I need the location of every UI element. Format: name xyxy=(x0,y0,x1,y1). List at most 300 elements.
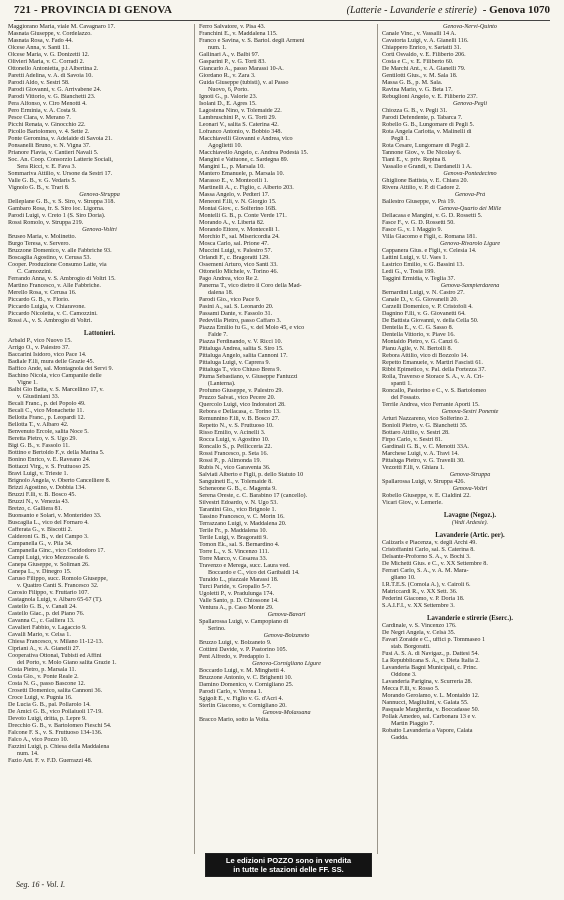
directory-entry: Montai Giov., c. Solferino 16B. xyxy=(199,206,277,212)
directory-entry: Rossi Romolo, v. Struppa 219. xyxy=(8,220,84,226)
directory-entry: Bachino Nicola, vico Campanile delle xyxy=(8,373,102,379)
directory-entry: Valle G. B., v. G. Vedaris 5. xyxy=(8,178,77,184)
directory-entry: Delsante-Proforno S. A., v. Bochi 3. xyxy=(382,554,471,560)
category-heading: Lattonieri. xyxy=(83,330,116,337)
entry-continuation: gliano 10. xyxy=(391,575,416,581)
directory-entry: Quercolo Luigi, vico Indoratori 28. xyxy=(199,402,286,408)
directory-entry: Bravi Luigi, v. Trieste 1. xyxy=(8,471,69,477)
directory-entry: Costa N. G., passo Bascone 12. xyxy=(8,681,86,687)
directory-entry: Lambruschini P., v. G. Torti 29. xyxy=(199,115,277,121)
directory-entry: Mantero Emanuele, p. Marsala 10. xyxy=(199,171,285,177)
directory-entry: Muccini Luigi, v. Palestro 57. xyxy=(199,248,273,254)
locality-heading: Genova-Pegli xyxy=(452,101,488,107)
directory-entry: Badiale F.lli, mura delle Grazie 45. xyxy=(8,359,95,365)
page-title: 721 - PROVINCIA DI GENOVA xyxy=(14,4,173,16)
directory-entry: Franchini E., v. Maddalena 115. xyxy=(199,31,278,37)
directory-entry: Pesce Clara, v. Merano 7. xyxy=(8,115,71,121)
entry-continuation: Vigne 1. xyxy=(17,380,38,386)
category-heading: Lavanderie e stirerie (Eserc.). xyxy=(426,615,513,622)
entry-continuation: Gadda. xyxy=(391,735,409,741)
locality-heading: Genova-Voltri xyxy=(82,227,117,233)
directory-entry: Montaldo Pietro, v. G. Canzi 6. xyxy=(382,339,459,345)
directory-entry: Lattini Luigi, v. U. Vaes 1. xyxy=(382,255,448,261)
directory-entry: Buonsanto e Solari, v. Monterideo 33. xyxy=(8,513,102,519)
directory-entry: Pago Andrea, vico Re 2. xyxy=(199,276,259,282)
directory-entry: Olcese Anna, v. Santi 11. xyxy=(8,45,70,51)
directory-entry: Vicari Giov., v. Lemerle. xyxy=(382,500,443,506)
directory-entry: Morando A., v. Libertà 82. xyxy=(199,220,265,226)
directory-entry: Parodi Luigi, v. Creto 1 (S. Siro Doria). xyxy=(8,213,106,219)
directory-entry: Massa Angelo, v. Pedteri 17. xyxy=(199,192,270,198)
directory-entry: Roncallo S., p. Pellicceria 22. xyxy=(199,444,272,450)
locality-heading: Genova-Sestri Ponente xyxy=(441,409,499,415)
locality-heading: Genova-Molassana xyxy=(262,710,311,716)
directory-entry: Meneoni F.lli, v. N. Giorgio 15. xyxy=(199,199,277,205)
directory-entry: Bruzzi F.lli, v. B. Bosco 45. xyxy=(8,492,77,498)
directory-entry: Chiesa Francesco, v. Milano 11-12-13. xyxy=(8,639,104,645)
entry-continuation: Sera Ricci, v. E. Fava 3. xyxy=(17,164,77,170)
entry-continuation: Agoglietti 10. xyxy=(208,143,243,149)
directory-entry: Serena Oreste, c. C. Barabino 17 (cancello). xyxy=(199,493,308,499)
directory-entry: Devoto Luigi, dritta, p. Lepre 9. xyxy=(8,716,87,722)
directory-entry: De Lucia G. B., pal. Pollarolo 14. xyxy=(8,702,91,708)
directory-entry: Gentilotti Gius., v. M. Sala 18. xyxy=(382,73,458,79)
directory-entry: Costa Gio., v. Ponte Reale 2. xyxy=(8,674,79,680)
directory-entry: Lagostena Nino, v. Tolemaide 22. xyxy=(199,108,282,114)
directory-entry: Lastrico Emilio, v. G. Bassini 13. xyxy=(382,262,464,268)
directory-entry: Montelli G. B., p. Conte Verde 171. xyxy=(199,213,287,219)
directory-entry: Robello G. B., Lungomare di Pegli 5. xyxy=(382,122,475,128)
directory-entry: Ventura A., p. Caso Monte 29. xyxy=(199,605,274,611)
directory-entry: Costa Pietro, p. Marsala 11. xyxy=(8,667,77,673)
directory-entry: Travenzo e Merega, succ. Laura ved. xyxy=(199,563,290,569)
directory-entry: Macchiavelli Giovanni e Andrea, vico xyxy=(199,136,293,142)
entry-continuation: num. 14. xyxy=(17,751,39,757)
directory-entry: Vignolo G. B., v. Trari 8. xyxy=(8,185,70,191)
entry-continuation: Oddone 3. xyxy=(391,672,417,678)
directory-entry: Franco e Savina, v. S. Bartol. degli Armeni xyxy=(199,38,305,44)
directory-entry: Mecca F.lli, v. Rosso 5. xyxy=(382,686,440,692)
directory-entry: Prianore Flavia, v. Cantieri Navali 5. xyxy=(8,150,99,156)
directory-entry: Delleplane G. B., v. S. Siro, v. Struppa 318. xyxy=(8,199,115,205)
directory-entry: Risso Emilio, v. Acinelli 3. xyxy=(199,430,266,436)
directory-entry: Castello G. B., v. Canali 24. xyxy=(8,604,77,610)
directory-entry: Vezzetti F.lli, v. Ghiara 1. xyxy=(382,465,445,471)
directory-entry: Spallarossa Luigi, v. Struppa 426. xyxy=(382,479,466,485)
directory-entry: Passami Dante, v. Fassolo 31. xyxy=(199,311,273,317)
directory-entry: Piccardo Nicoletta, v. C. Camozzini. xyxy=(8,311,98,317)
directory-entry: Bigi G. B., v. Fassolo 11. xyxy=(8,443,70,449)
directory-entry: Martinelli A., c. Figlio, c. Alberto 203. xyxy=(199,185,294,191)
directory-entry: Boscaglia Agostino, v. Cerusa 53. xyxy=(8,255,92,261)
directory-entry: Firpo Carlo, v. Sestri 81. xyxy=(382,437,443,443)
directory-entry: Olcese Maria, v. G. Donizetti 12. xyxy=(8,52,90,58)
locality-heading: Genova-Pontedecimo xyxy=(443,171,497,177)
directory-entry: Canale D., v. G. Giovanelli 20. xyxy=(382,297,459,303)
entry-continuation: v. Giustiniani 33. xyxy=(17,394,60,400)
directory-entry: Gambaro Rosa, fr. S. Siro loc. Ligorna. xyxy=(8,206,105,212)
directory-entry: Croce Luigi, v. Pugnia 16. xyxy=(8,695,73,701)
directory-entry: Bruseo Maria, v. Molinetto. xyxy=(8,234,77,240)
directory-entry: Ferrari Carlo, S. A., v. A. M. Mara- xyxy=(382,568,469,574)
advertisement-box xyxy=(205,853,372,877)
directory-entry: Roncallo, Pastorino e C., v. S. Bartolomeo xyxy=(382,388,487,394)
directory-entry: Buscaglia L., vico del Fornaro 4. xyxy=(8,520,89,526)
directory-entry: Paretti Adelina, v. A. di Savoia 10. xyxy=(8,73,93,79)
directory-entry: Pedevilla Pietro, passo Caffaro 3. xyxy=(199,318,282,324)
directory-entry: Robatto Lavanderia a Vapore, Calata xyxy=(382,728,473,734)
directory-entry: Ghiglione Battista, v. E. Chiara 20. xyxy=(382,178,469,184)
column-right xyxy=(382,24,558,880)
directory-entry: Bottaro Attilio, v. Sestri 28. xyxy=(382,430,450,436)
directory-entry: Spallarossa Luigi, v. Campopiano di xyxy=(199,619,289,625)
directory-entry: Villa Giacomo e Figli, c. Romana 181. xyxy=(382,234,477,240)
spacer xyxy=(382,610,558,614)
directory-entry: Parodi Giovanni, v. G. Arrivabene 24. xyxy=(8,87,102,93)
directory-entry: Rivera Attilio, v. P. di Cadore 2. xyxy=(382,185,461,191)
directory-entry: Repetto Emanuele, v. Martiri Fascisti 61. xyxy=(382,360,483,366)
directory-entry: Bruzzone Domenico, v. alle Fabbriche 93. xyxy=(8,248,112,254)
directory-entry: Rota Angela Carlotta, v. Malinelli di xyxy=(382,129,472,135)
directory-entry: Parodi Carlo, v. Verona 1. xyxy=(199,689,263,695)
directory-entry: Gasparini P., v. G. Torti 83. xyxy=(199,59,266,65)
directory-entry: De Negri Angela, v. Celsà 35. xyxy=(382,630,456,636)
directory-entry: Ferrando Anna, v. S. Ambrogio di Voltri 15. xyxy=(8,276,116,282)
directory-entry: Parodi Defendente, p. Tabarca 7. xyxy=(382,115,463,121)
directory-entry: Pasquale Margherita, v. Boccadasse 50. xyxy=(382,707,480,713)
directory-entry: Rubis N., vico Garaventa 36. xyxy=(199,465,271,471)
entry-continuation: Martin Piaggio 7. xyxy=(391,721,435,727)
directory-entry: Becali C., vico Monachette 11. xyxy=(8,408,84,414)
directory-entry: Parodi Aldo, v. Sestri 58. xyxy=(8,80,70,86)
locality-heading: Genova-Bavari xyxy=(267,612,306,618)
directory-entry: Ponsanelli Bruno, v. N. Vigna 37. xyxy=(8,143,91,149)
directory-entry: Castello Giac., p. del Piano 76. xyxy=(8,611,85,617)
directory-entry: Panerna T., vico dietro il Coro della Mad- xyxy=(199,283,302,289)
directory-entry: Baffico Ande, sal. Montagnola dei Servi 9. xyxy=(8,366,114,372)
directory-entry: Pianu Agile, v. N. Bertolli 8. xyxy=(382,346,453,352)
directory-entry: Soc. An. Coop. Consorzio Latterie Sociali, xyxy=(8,157,113,163)
directory-entry: Tomon Ek., sal. S. Bernardino 4. xyxy=(199,542,280,548)
directory-entry: Favari Zoraide e C., uffici p. Tommaseo 1 xyxy=(382,637,486,643)
directory-entry: Mosca Carlo, sal. Prione 47. xyxy=(199,241,269,247)
directory-entry: De Amici G. B., vico Pollaiuoli 17-19. xyxy=(8,709,103,715)
directory-entry: Ponte Geromina, v. Adelaide di Savoia 21. xyxy=(8,136,113,142)
directory-entry: Falcone F. S., v. S. Fruttuoso 134-136. xyxy=(8,730,103,736)
directory-entry: Cipriani A., v. A. Gianelli 27. xyxy=(8,646,81,652)
category-heading: Lavanderie (Artic. per). xyxy=(435,532,505,539)
directory-entry: Lavanderia Parigina, v. Scurreria 28. xyxy=(382,679,473,685)
directory-entry: Bellotta T., v. Albaro 42. xyxy=(8,422,69,428)
directory-entry: Matriccardi R., v. XX Sett. 36. xyxy=(382,589,458,595)
locality-heading: Genova-Sampierdarena xyxy=(440,283,500,289)
directory-entry: Ottonello Antonietta, p.t Albertina 2. xyxy=(8,66,99,72)
directory-entry: Castagnola Luigi, v. Albaro 65-67 (T). xyxy=(8,597,103,603)
directory-entry: Merello Rosa, v. Cerusa 16. xyxy=(8,290,77,296)
directory-entry: Damino Domenico, v. Cornigliano 25. xyxy=(199,682,294,688)
advertisement-line: in tutte le stazioni delle FF. SS. xyxy=(233,865,344,874)
directory-entry: Drecchio G. B., v. Bartolomeo Fieschi 54. xyxy=(8,723,112,729)
directory-entry: Morando Gerolamo, v. L. Montaldo 12. xyxy=(382,693,480,699)
directory-entry: Isolani D., E. Agres 15. xyxy=(199,101,257,107)
locality-heading: Genova-Struppa xyxy=(449,472,491,478)
directory-entry: Tarantini Gio., vico Brignole 1. xyxy=(199,507,277,513)
directory-entry: Parodi Gio., vico Pace 9. xyxy=(199,297,261,303)
directory-entry: Bottino e Bertoldo F.,v. della Marina 5. xyxy=(8,450,105,456)
directory-entry: Cavanna C., c. Galliera 13. xyxy=(8,618,75,624)
entry-continuation: Falde 7. xyxy=(208,332,228,338)
directory-entry: Mangini e Vattuone, c. Sardegna 89. xyxy=(199,157,289,163)
directory-entry: Cottimi Davide, v. P. Pastorino 105. xyxy=(199,647,288,653)
directory-entry: Canepa L., v. Dinegro 15. xyxy=(8,569,72,575)
locality-heading: Genova-Rivarolo Ligure xyxy=(439,241,501,247)
directory-entry: Picchi Renata, v. Ginocchio 22. xyxy=(8,122,86,128)
directory-entry: Cooperativa Ottonai, Tubisti ed Affini xyxy=(8,653,102,659)
directory-entry: Falco A., vico Pozzo 10. xyxy=(8,737,69,743)
directory-entry: Terile Luigi, v. Bragoratti 9. xyxy=(199,535,268,541)
directory-entry: Fazzini Luigi, p. Chiesa della Maddalena xyxy=(8,744,110,750)
directory-entry: Martino Francesco, v. Alle Fabbriche. xyxy=(8,283,101,289)
cross-reference: (Vedi Ardesie). xyxy=(451,520,489,526)
directory-entry: Piuma Sebastiano, v. Giuseppe Fantuzzi xyxy=(199,374,298,380)
directory-entry: Terrazzano Luigi, v. Maddalena 20. xyxy=(199,521,287,527)
entry-continuation: Pegli 1. xyxy=(391,136,410,142)
directory-entry: Morando Ettore, v. Montecelli 1. xyxy=(199,227,280,233)
directory-entry: Baccarini Isidoro, vico Pace 14. xyxy=(8,352,87,358)
column-middle xyxy=(199,24,374,880)
directory-entry: Picollo Bartolomeo, v. 4. Sette 2. xyxy=(8,129,90,135)
directory-entry: Lavanderia Bagni Municipali, c. Princ. xyxy=(382,665,478,671)
entry-continuation: C. Camozzini. xyxy=(17,269,53,275)
entry-continuation: del Porto, v. Molo Giano salita Grazie 1. xyxy=(17,660,117,666)
entry-continuation: Nuovo, 6, Porto. xyxy=(208,87,249,93)
directory-entry: La Repubblicana S. A., v. Dieta Italia 2. xyxy=(382,658,480,664)
directory-entry: Calizarls e Piacenza, v. degli Archi 49. xyxy=(382,540,477,546)
directory-entry: Pent Alfredo, v. Predappio 1. xyxy=(199,654,271,660)
directory-entry: Olivieri Maria, v. C. Corradi 2. xyxy=(8,59,85,65)
directory-entry: Ballestro Giuseppe, v. Prà 19. xyxy=(382,199,456,205)
directory-entry: Becali Franc., p. del Popolo 49. xyxy=(8,401,86,407)
directory-entry: S.A.I.F.I., v. XX Settembre 3. xyxy=(382,603,455,609)
directory-entry: Cooper. Produzione Consumo Latte, via xyxy=(8,262,107,268)
directory-entry: Corti Osvaldo, v. E. Filiberto 206. xyxy=(382,52,466,58)
directory-entry: Giordano R., v. Zara 3. xyxy=(199,73,256,79)
directory-entry: Sgigolt E., v. Figlio v. G. d'Acri 4. xyxy=(199,696,284,702)
directory-entry: Bonioli Pietro, v. G. Bianchetti 35. xyxy=(382,423,468,429)
directory-entry: Bellotta Franc., p. Leopardi 12. xyxy=(8,415,86,421)
directory-entry: Bruzzi N., v. Venezia 43. xyxy=(8,499,70,505)
directory-entry: Lofranco Antonio, v. Bobbio 348. xyxy=(199,129,283,135)
directory-entry: Crosetti Domenico, salita Cannoni 36. xyxy=(8,688,103,694)
directory-entry: Bernardini Luigi, v. N. Castro 27. xyxy=(382,290,465,296)
directory-entry: Piccardo G. B., v. Florio. xyxy=(8,297,70,303)
locality-heading: Genova-Nervi-Quinto xyxy=(443,24,497,30)
locality-heading: Genova-Bolzaneto xyxy=(263,633,310,639)
directory-entry: Sommariva Attilio, v. Ursone da Sestri 17. xyxy=(8,171,113,177)
directory-entry: Canepa Giuseppe, v. Soliman 26. xyxy=(8,562,90,568)
directory-entry: Rolla, Traverso e Storace S. A., v. A. Cri- xyxy=(382,374,484,380)
directory-entry: Ugoletti P., v. Pradulunga 174. xyxy=(199,591,274,597)
directory-entry: Carzelli Domenico, v. P. Cristofoli 4. xyxy=(382,304,473,310)
directory-entry: Taggini Ermidia, v. Teglia 37. xyxy=(382,276,456,282)
directory-entry: Boccardo Luigi, v. M. Minghetti 4. xyxy=(199,668,286,674)
directory-entry: Morchio F., sal. Misericordia 24. xyxy=(199,234,280,240)
directory-entry: Rebuglioni Angelo, v. E. Filiberto 237. xyxy=(382,94,478,100)
directory-entry: Vassallo e Grandi, v. Dardanelli 1 A. xyxy=(382,164,472,170)
directory-entry: Fazio Ant. F. v. F.D. Guerrazzi 48. xyxy=(8,758,93,764)
directory-entry: Orlandi F., c. Bragoratti 129. xyxy=(199,255,270,261)
directory-entry: Balbi Gio Batta, v. S. Marcellino 17, v. xyxy=(8,387,104,393)
directory-entry: Ledi G., v. Tosia 199. xyxy=(382,269,435,275)
directory-entry: Bonino Enrico, v. E. Raveano 24. xyxy=(8,457,91,463)
directory-entry: Repetto N., v. S. Fruttuoso 10. xyxy=(199,423,274,429)
directory-entry: Turci Paride, v. Gropallo 5-7. xyxy=(199,584,272,590)
directory-entry: Maggiorano Maria, viale M. Cavagnaro 17. xyxy=(8,24,116,30)
directory-entry: Costa e C., v. E. Filiberto 60. xyxy=(382,59,454,65)
category-heading: Lavagne (Negoz.). xyxy=(443,512,497,519)
directory-entry: Sanguineti E., v. Tolemaide 8. xyxy=(199,479,273,485)
directory-entry: Ferro Salvatore, v. Pisa 43. xyxy=(199,24,266,30)
directory-entry: Cafferata G., v. Biscotti 2. xyxy=(8,527,73,533)
directory-entry: Ossemeni Arturo, vico Santi 33. xyxy=(199,262,278,268)
entry-continuation: v. Quattro Canti S. Francesco 32. xyxy=(17,583,99,589)
directory-entry: Marasso E., v. Montecelli 1. xyxy=(199,178,269,184)
directory-entry: Terrile Andrea, vico Ferrante Aporti 15. xyxy=(382,402,480,408)
entry-continuation: Serino. xyxy=(208,626,226,632)
directory-entry: Pasini A., sal. S. Leonardo 20. xyxy=(199,304,274,310)
locality-heading: Genova-Quarto dei Mille xyxy=(438,206,502,212)
directory-entry: Marchese Luigi, v. A. Travi 14. xyxy=(382,451,459,457)
directory-entry: Canale Vinc., v. Vassalli 14 A. xyxy=(382,31,457,37)
column-left xyxy=(8,24,191,880)
directory-entry: Arbald P., vico Nuovo 15. xyxy=(8,338,72,344)
entry-continuation: spanti 1. xyxy=(391,381,412,387)
locality-heading: Genova-Voltri xyxy=(452,486,488,492)
entry-continuation: Boccardo e C., vico dei Garibaldi 14. xyxy=(208,570,300,576)
directory-entry: Campanella Ginc., vico Coridodoro 17. xyxy=(8,548,106,554)
directory-entry: Nannucci, Magliulini, v. Galata 55. xyxy=(382,700,469,706)
directory-entry: Tassino Francesco, v. C. Morin 16. xyxy=(199,514,285,520)
directory-entry: Cavalli Mario, v. Celsa 1. xyxy=(8,632,71,638)
directory-entry: Bruzzone Antonio, v. C. Brighenti 10. xyxy=(199,675,293,681)
directory-entry: Arrigo O., v. Palestro 37. xyxy=(8,345,70,351)
directory-entry: Pollak Amedeo, sal. Carbonara 13 e v. xyxy=(382,714,476,720)
column-divider xyxy=(194,24,195,854)
directory-entry: Piccardo Luigia, v. Chiaravone. xyxy=(8,304,86,310)
directory-entry: Ignoti G., p. Valorie 23. xyxy=(199,94,258,100)
locality-heading: Genova-Prà xyxy=(454,192,486,198)
directory-entry: Leonari V., salita S. Caterina 42. xyxy=(199,122,279,128)
directory-entry: Cappanera Gius. e Figli, v. Celesia 14. xyxy=(382,248,477,254)
directory-entry: Profumo Giuseppe, v. Palestro 29. xyxy=(199,388,284,394)
directory-entry: Bretzo, c. Galliera 81. xyxy=(8,506,63,512)
directory-entry: Dentella Vittorio, v. Piave 16. xyxy=(382,332,455,338)
locality-heading: Genova-Struppa xyxy=(79,192,120,198)
directory-entry: Brignolo Angela, v. Oberto Cancelliere 8. xyxy=(8,478,111,484)
directory-entry: Gallinari A., v. Balbi 97. xyxy=(199,52,260,58)
directory-entry: Pera Alfonso, v. Ciro Menotti 4. xyxy=(8,101,87,107)
directory-entry: Dagnino F.lli, v. G. Giovanetti 64. xyxy=(382,311,466,317)
directory-entry: Pittaluga Pietro, v. G. Travelli 30. xyxy=(382,458,465,464)
directory-entry: Terile Fr., p. Maddalena 10. xyxy=(199,528,268,534)
directory-entry: Arturi Nazzareno, vico Solferino 2. xyxy=(382,416,469,422)
directory-entry: Pittaluga Angelo, salita Cannoni 17. xyxy=(199,353,288,359)
directory-entry: Salviati Alberto e Figli, p. dello Statuto 10 xyxy=(199,472,304,478)
directory-entry: Beretta Pietro, v. S. Ugo 29. xyxy=(8,436,78,442)
directory-entry: Giancarlo A., passo Marassi 10-A. xyxy=(199,66,284,72)
directory-entry: Rebora e Dellacasa, c. Torino 13. xyxy=(199,409,281,415)
printer-signature: Seg. 16 - Vol. I. xyxy=(16,880,66,889)
directory-entry: Pero Erminia, v. A. Costa 9. xyxy=(8,108,77,114)
directory-entry: Pittaluga Luigi, v. Caprera 9. xyxy=(199,360,271,366)
directory-entry: Scheneone G. B., c. Magenta 9. xyxy=(199,486,277,492)
directory-entry: Ravina Mario, v. G. Beta 17. xyxy=(382,87,453,93)
directory-entry: Parodi Vittorio, v. G. Bianchetti 23. xyxy=(8,94,96,100)
directory-entry: Sterlin Giacomo, v. Cornigliano 20. xyxy=(199,703,287,709)
directory-entry: Tiani E., v. priv. Repina 8. xyxy=(382,157,447,163)
directory-entry: Gardinali G. B., v. C. Menotti 33A. xyxy=(382,444,469,450)
directory-entry: Fasce F., v. G. D. Rossetti 50. xyxy=(382,220,455,226)
directory-entry: Fusi A. S. A. di Navigaz., p. Dattesi 54. xyxy=(382,651,480,657)
directory-entry: Piazza Ferdinando, v. V. Ricci 10. xyxy=(199,339,283,345)
directory-entry: Rebora Attilio, vico di Bozzolo 14. xyxy=(382,353,469,359)
directory-entry: Rossi A., v. S. Ambrogio di Voltri. xyxy=(8,318,93,324)
directory-entry: Chiappero Enrico, v. Sartatti 31. xyxy=(382,45,462,51)
directory-entry: Rocca Luigi, v. Agostino 10. xyxy=(199,437,270,443)
directory-entry: Valle Santo, p. D. Chiossone 14. xyxy=(199,598,279,604)
directory-entry: Pederini Giacomo, v. P. Doria 18. xyxy=(382,596,465,602)
directory-entry: Pruzzo Salvat., vico Pecere 20. xyxy=(199,395,276,401)
directory-entry: Ottonello Michele, v. Torino 46. xyxy=(199,269,279,275)
directory-entry: Mangini L., p. Marsala 10. xyxy=(199,164,265,170)
directory-entry: Macchiavello Angelo, c. Andrea Podestà 15. xyxy=(199,150,309,156)
advertisement-line: Le edizioni POZZO sono in vendita xyxy=(225,856,352,865)
city-page-number: - Genova 1070 xyxy=(482,4,550,16)
directory-entry: Tannone Giov., v. De Nicolay 6. xyxy=(382,150,462,156)
directory-entry: Bottazzi Virg., v. S. Fruttuoso 25. xyxy=(8,464,91,470)
directory-entry: Cavatorta Luigi, v. A. Gianelli 116. xyxy=(382,38,469,44)
directory-entry: De Marchi Ant., v. A. Gianelli 79. xyxy=(382,66,466,72)
directory-entry: Silvestri Edoardo, v. N. Ugo 53. xyxy=(199,500,278,506)
directory-entry: Pittaluga Andrea, salita S. Siro 15. xyxy=(199,346,284,352)
directory-entry: Remunnino F.lli, v. B. Bosco 27. xyxy=(199,416,280,422)
directory-entry: Robello Giuseppe, v. E. Cialdini 22. xyxy=(382,493,471,499)
page-header xyxy=(14,4,550,21)
directory-entry: Cristoffanini Carlo, sal. S. Caterina 8. xyxy=(382,547,475,553)
directory-entry: Pittaluga T., vico Chiuso Brera 9. xyxy=(199,367,281,373)
entry-continuation: del Fossato. xyxy=(391,395,421,401)
directory-entry: Brizzi Agostino, v. Dobbia 134. xyxy=(8,485,86,491)
spacer xyxy=(8,325,191,329)
directory-entry: Rossi P., p. Alimonda 19. xyxy=(199,458,262,464)
entry-continuation: dalena 18. xyxy=(208,290,234,296)
directory-entry: De Battista Giovanni, v. della Cella 50. xyxy=(382,318,479,324)
directory-entry: Rossi Francesco, p. Seta 16. xyxy=(199,451,269,457)
directory-entry: Fasce G., v. 1 Maggio 9. xyxy=(382,227,443,233)
directory-entry: Bruzzo Luigi, v. Bolzaneto 9. xyxy=(199,640,272,646)
directory-entry: Massa G. B., p. M. Sala. xyxy=(382,80,443,86)
directory-entry: Cavalieri Fabbio, v. Lagaccio 9. xyxy=(8,625,87,631)
locality-heading: Genova-Cornigliano Ligure xyxy=(252,661,321,667)
section-title: (Latterie - Lavanderie e stirerie) xyxy=(346,5,477,16)
entry-continuation: stab. Borgoratti. xyxy=(391,644,431,650)
directory-entry: Masnata Rosa, v. Fado 44. xyxy=(8,38,73,44)
directory-entry: Dellacasa e Mangini, v. G. D. Rossetti 5. xyxy=(382,213,483,219)
spacer xyxy=(382,507,558,511)
directory-entry: Chiozza G. B., v. Pegli 31. xyxy=(382,108,448,114)
entry-continuation: (Lanterna). xyxy=(208,381,236,387)
directory-entry: Turaldo L., piazzale Marassi 18. xyxy=(199,577,279,583)
